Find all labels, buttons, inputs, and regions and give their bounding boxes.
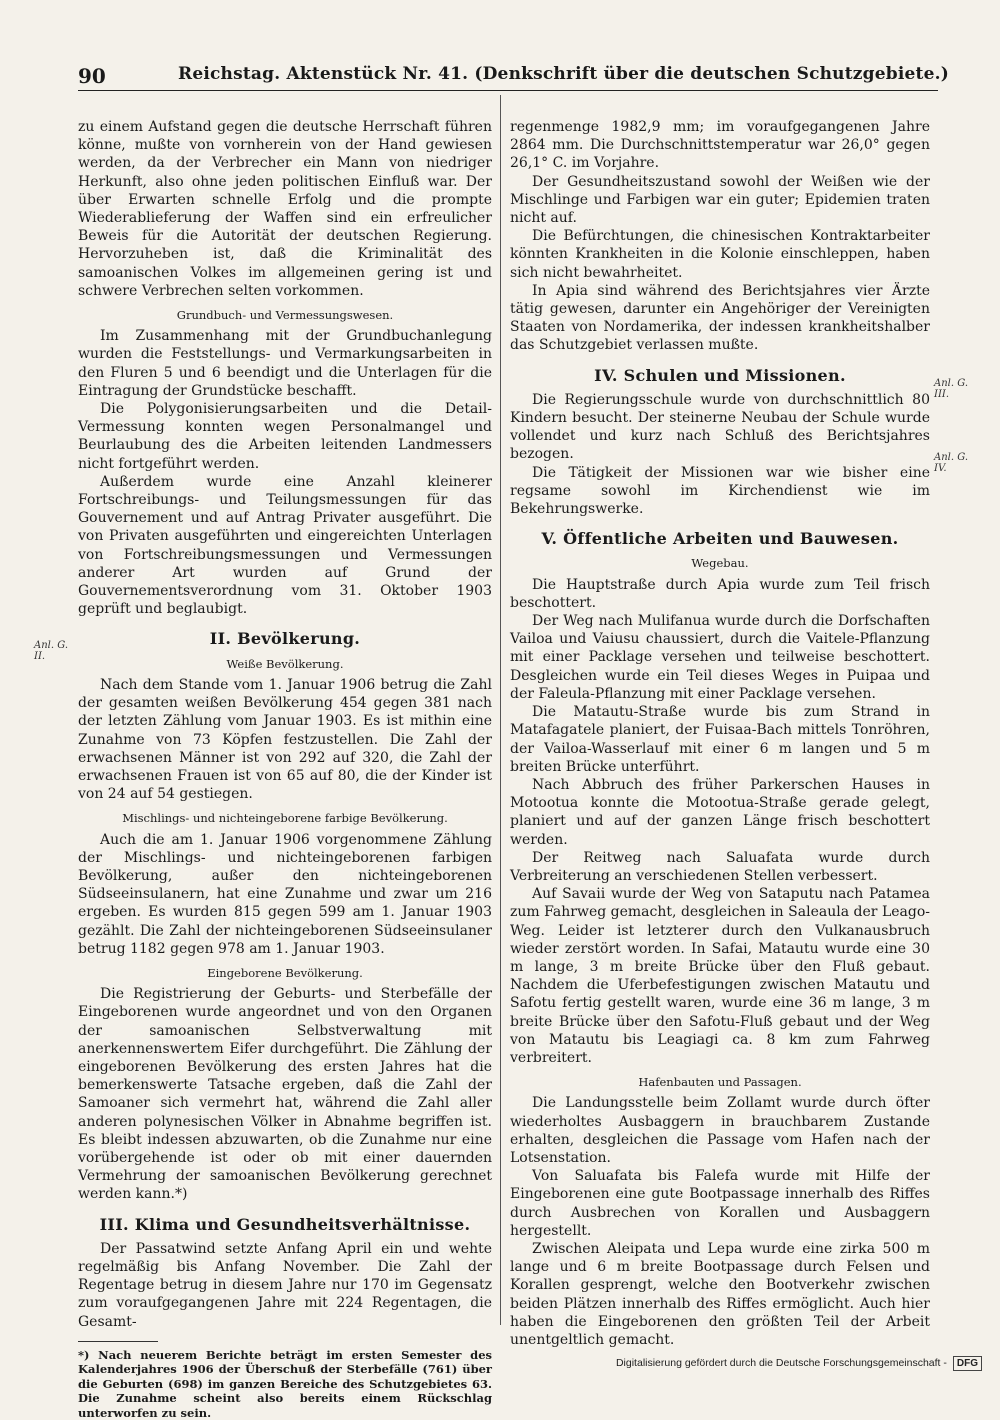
running-title: Reichstag. Aktenstück Nr. 41. (Denkschrift über die deutschen Schutzgebiete.) [178,64,949,84]
paragraph: zu einem Aufstand gegen die deutsche Herrschaft führen könne, mußte von vornherein von der Hand gewiesen werden, da der Verbrecher ein Mann von niedriger Herkunft, also ohne jeden politischen Einfluß war. Der über Erwarten schnelle Erfolg und die prompte Wiederablieferung der Waffen sind ein erfreulicher Beweis für die Autorität der deutschen Regierung. Hervorzuheben ist, daß die Kriminalität des samoanischen Volkes im allgemeinen gering ist und schwere Verbrechen selten vorkommen. [78,119,492,299]
margin-note: Anl. G. II. [34,640,69,662]
paragraph: Die Tätigkeit der Missionen war wie bisher eine regsame sowohl im Kirchendienst wie im Bekehrungswerke. [510,464,930,518]
right-column [510,118,930,1349]
subheading: Weiße Bevölkerung. [226,656,344,671]
paragraph: Auf Savaii wurde der Weg von Sataputu nach Patamea zum Fahrweg gemacht, desgleichen in Saleaula der Leago-Weg. Leider ist letzterer durch den Vulkanausbruch wieder zerstört worden. In Safai, Matautu wurde eine 30 m lange, 3 m breite Brücke über den Fluß gebaut. Nachdem die Uferbefestigungen zwischen Matautu und Safotu fertig gestellt waren, wurde eine 36 m lange, 3 m breite Brücke über den Safotu-Fluß gebaut und der Weg von Matautu bis Leagiagi ca. 8 km zum Fahrweg verbreitert. [510,886,930,1066]
credit-text: Digitalisierung gefördert durch die Deutsche Forschungsgemeinschaft - [615,1357,947,1369]
subheading: Grundbuch- und Vermessungswesen. [176,308,394,323]
paragraph: Außerdem wurde eine Anzahl kleinerer Fortschreibungs- und Teilungsmessungen für das Gouvernement und auf Antrag Privater ausgeführt. Die von Privaten ausgeführten und eingereichten Unterlagen von Fortschreibungsmessungen und Vermessungen anderer Art wurden auf Grund der Gouvernementsverordnung vom 31. Oktober 1903 geprüft und beglaubigt. [78,473,492,618]
footnote-rule [78,1341,158,1342]
page-header [78,64,949,91]
left-column [78,118,492,1420]
paragraph: Der Weg nach Mulifanua wurde durch die Dorfschaften Vailoa und Vaiusu chaussiert, durch die Vaitele-Pflanzung mit einer Packlage versehen und teilweise beschottert. Desgleichen wurde ein Teil dieses Weges in Puipaa und der Faleula-Pflanzung mit einer Packlage versehen. [510,613,930,702]
digitization-credit [616,1356,982,1371]
section-heading: IV. Schulen und Missionen. [594,365,846,385]
paragraph: Auch die am 1. Januar 1906 vorgenommene Zählung der Mischlings- und nichteingeborenen farbigen Bevölkerung, außer den nichteingeborenen Südseeinsulanern, hat eine Zunahme und zwar um 216 ergeben. Es wurden 815 gegen 599 am 1. Januar 1903 gezählt. Die Zahl der nichteingeborenen Südseeinsulaner betrug 1182 gegen 978 am 1. Januar 1903. [78,831,492,957]
paragraph: Nach dem Stande vom 1. Januar 1906 betrug die Zahl der gesamten weißen Bevölkerung 454 gegen 381 nach der letzten Zählung vom Januar 1903. Es ist mithin eine Zunahme von 73 Köpfen festzustellen. Die Zahl der erwachsenen Männer ist von 292 auf 320, die Zahl der erwachsenen Frauen ist von 65 auf 80, die der Kinder ist von 24 auf 54 gestiegen. [78,676,492,803]
paragraph: Im Zusammenhang mit der Grundbuchanlegung wurden die Feststellungs- und Vermarkungsarbeiten in den Fluren 5 und 6 beendigt und die Unterlagen für die Eintragung der Grundstücke beschafft. [78,328,492,399]
paragraph: Nach Abbruch des früher Parkerschen Hauses in Motootua konnte die Motootua-Straße gerade gelegt, planiert und auf der ganzen Länge frisch beschottert werden. [510,776,930,848]
paragraph: In Apia sind während des Berichtsjahres vier Ärzte tätig gewesen, darunter ein Angehöriger der Vereinigten Staaten von Nordamerika, der indessen krankheitshalber das Schutzgebiet verlassen mußte. [510,282,930,354]
subheading: Hafenbauten und Passagen. [638,1075,802,1090]
paragraph: Die Regierungsschule wurde von durchschnittlich 80 Kindern besucht. Der steinerne Neubau der Schule wurde vollendet und kurz nach Schluß des Berichtsjahres bezogen. [510,391,930,463]
paragraph: Der Passatwind setzte Anfang April ein und wehte regelmäßig bis Anfang November. Die Zahl der Regentage betrug in diesem Jahre nur 170 im Gegensatz zum voraufgegangenen Jahre mit 224 Regentagen, die Gesamt- [78,1240,492,1330]
footnote: *) Nach neuerem Berichte beträgt im ersten Semester des Kalenderjahres 1906 der Überschuß der Sterbefälle (761) über die Geburten (698) im ganzen Bereiche des Schutzgebietes 63. Die Zunahme scheint also bereits einem Rückschlag unterworfen zu sein. [78,1347,492,1420]
margin-note: Anl. G. IV. [934,452,969,474]
subheading: Wegebau. [691,556,749,571]
section-heading: III. Klima und Gesundheitsverhältnisse. [99,1214,471,1234]
paragraph: Die Landungsstelle beim Zollamt wurde durch öfter wiederholtes Ausbaggern in brauchbarem Zustande erhalten, desgleichen die Passage vom Hafen nach der Lotsenstation. [510,1095,930,1166]
paragraph: Der Reitweg nach Saluafata wurde durch Verbreiterung an verschiedenen Stellen verbessert. [510,849,930,884]
paragraph: Die Matautu-Straße wurde bis zum Strand in Matafagatele planiert, der Fuisaa-Bach mittels Tonröhren, der Vailoa-Wasserlauf mit einer 6 m langen und 5 m breiten Brücke unterführt. [510,704,930,775]
paragraph: Die Befürchtungen, die chinesischen Kontraktarbeiter könnten Krankheiten in die Kolonie einschleppen, haben sich nicht bewahrheitet. [510,228,930,281]
paragraph: Die Polygonisierungsarbeiten und die Detail-Vermessung konnten wegen Personalmangel und Beurlaubung des die Arbeiten leitenden Landmessers nicht fortgeführt werden. [78,401,492,472]
column-divider [500,95,501,1325]
paragraph: Zwischen Aleipata und Lepa wurde eine zirka 500 m lange und 6 m breite Bootpassage durch Felsen und Korallen gesprengt, welche den Bootverkehr zwischen beiden Plätzen innerhalb des Riffes ermöglicht. Auch hier haben die Eingeborenen den größten Teil der Arbeit unentgeltlich gemacht. [510,1240,930,1348]
section-heading: V. Öffentliche Arbeiten und Bauwesen. [541,529,899,549]
paragraph: regenmenge 1982,9 mm; im voraufgegangenen Jahre 2864 mm. Die Durchschnittstemperatur war 26,0° gegen 26,1° C. im Vorjahre. [510,119,930,172]
paragraph: Von Saluafata bis Falefa wurde mit Hilfe der Eingeborenen eine gute Bootpassage innerhalb des Riffes durch Ausbrechen von Korallen und Ausbaggern hergestellt. [510,1168,930,1239]
dfg-logo: DFG [953,1356,982,1371]
paragraph: Der Gesundheitszustand sowohl der Weißen wie der Mischlinge und Farbigen war ein guter; Epidemien traten nicht auf. [510,173,930,227]
page-number: 90 [78,64,106,88]
subheading: Mischlings- und nichteingeborene farbige Bevölkerung. [122,811,448,826]
subheading: Eingeborene Bevölkerung. [207,965,363,980]
margin-note: Anl. G. III. [934,378,969,400]
section-heading: II. Bevölkerung. [209,629,361,649]
paragraph: Die Registrierung der Geburts- und Sterbefälle der Eingeborenen wurde angeordnet und von den Organen der samoanischen Selbstverwaltung mit anerkennenswertem Eifer durchgeführt. Die Zählung der eingeborenen Bevölkerung des ersten Jahres hat die bemerkenswerte Tatsache ergeben, daß die Zahl der Samoaner sich vermehrt hat, während die Zahl aller anderen polynesischen Völker in Abnahme begriffen ist. Es bleibt indessen abzuwarten, ob die Zunahme nur eine vorübergehende ist oder ob mit einer dauernden Vermehrung der samoanischen Bevölkerung gerechnet werden kann.*) [78,986,492,1203]
paragraph: Die Hauptstraße durch Apia wurde zum Teil frisch beschottert. [510,576,930,611]
